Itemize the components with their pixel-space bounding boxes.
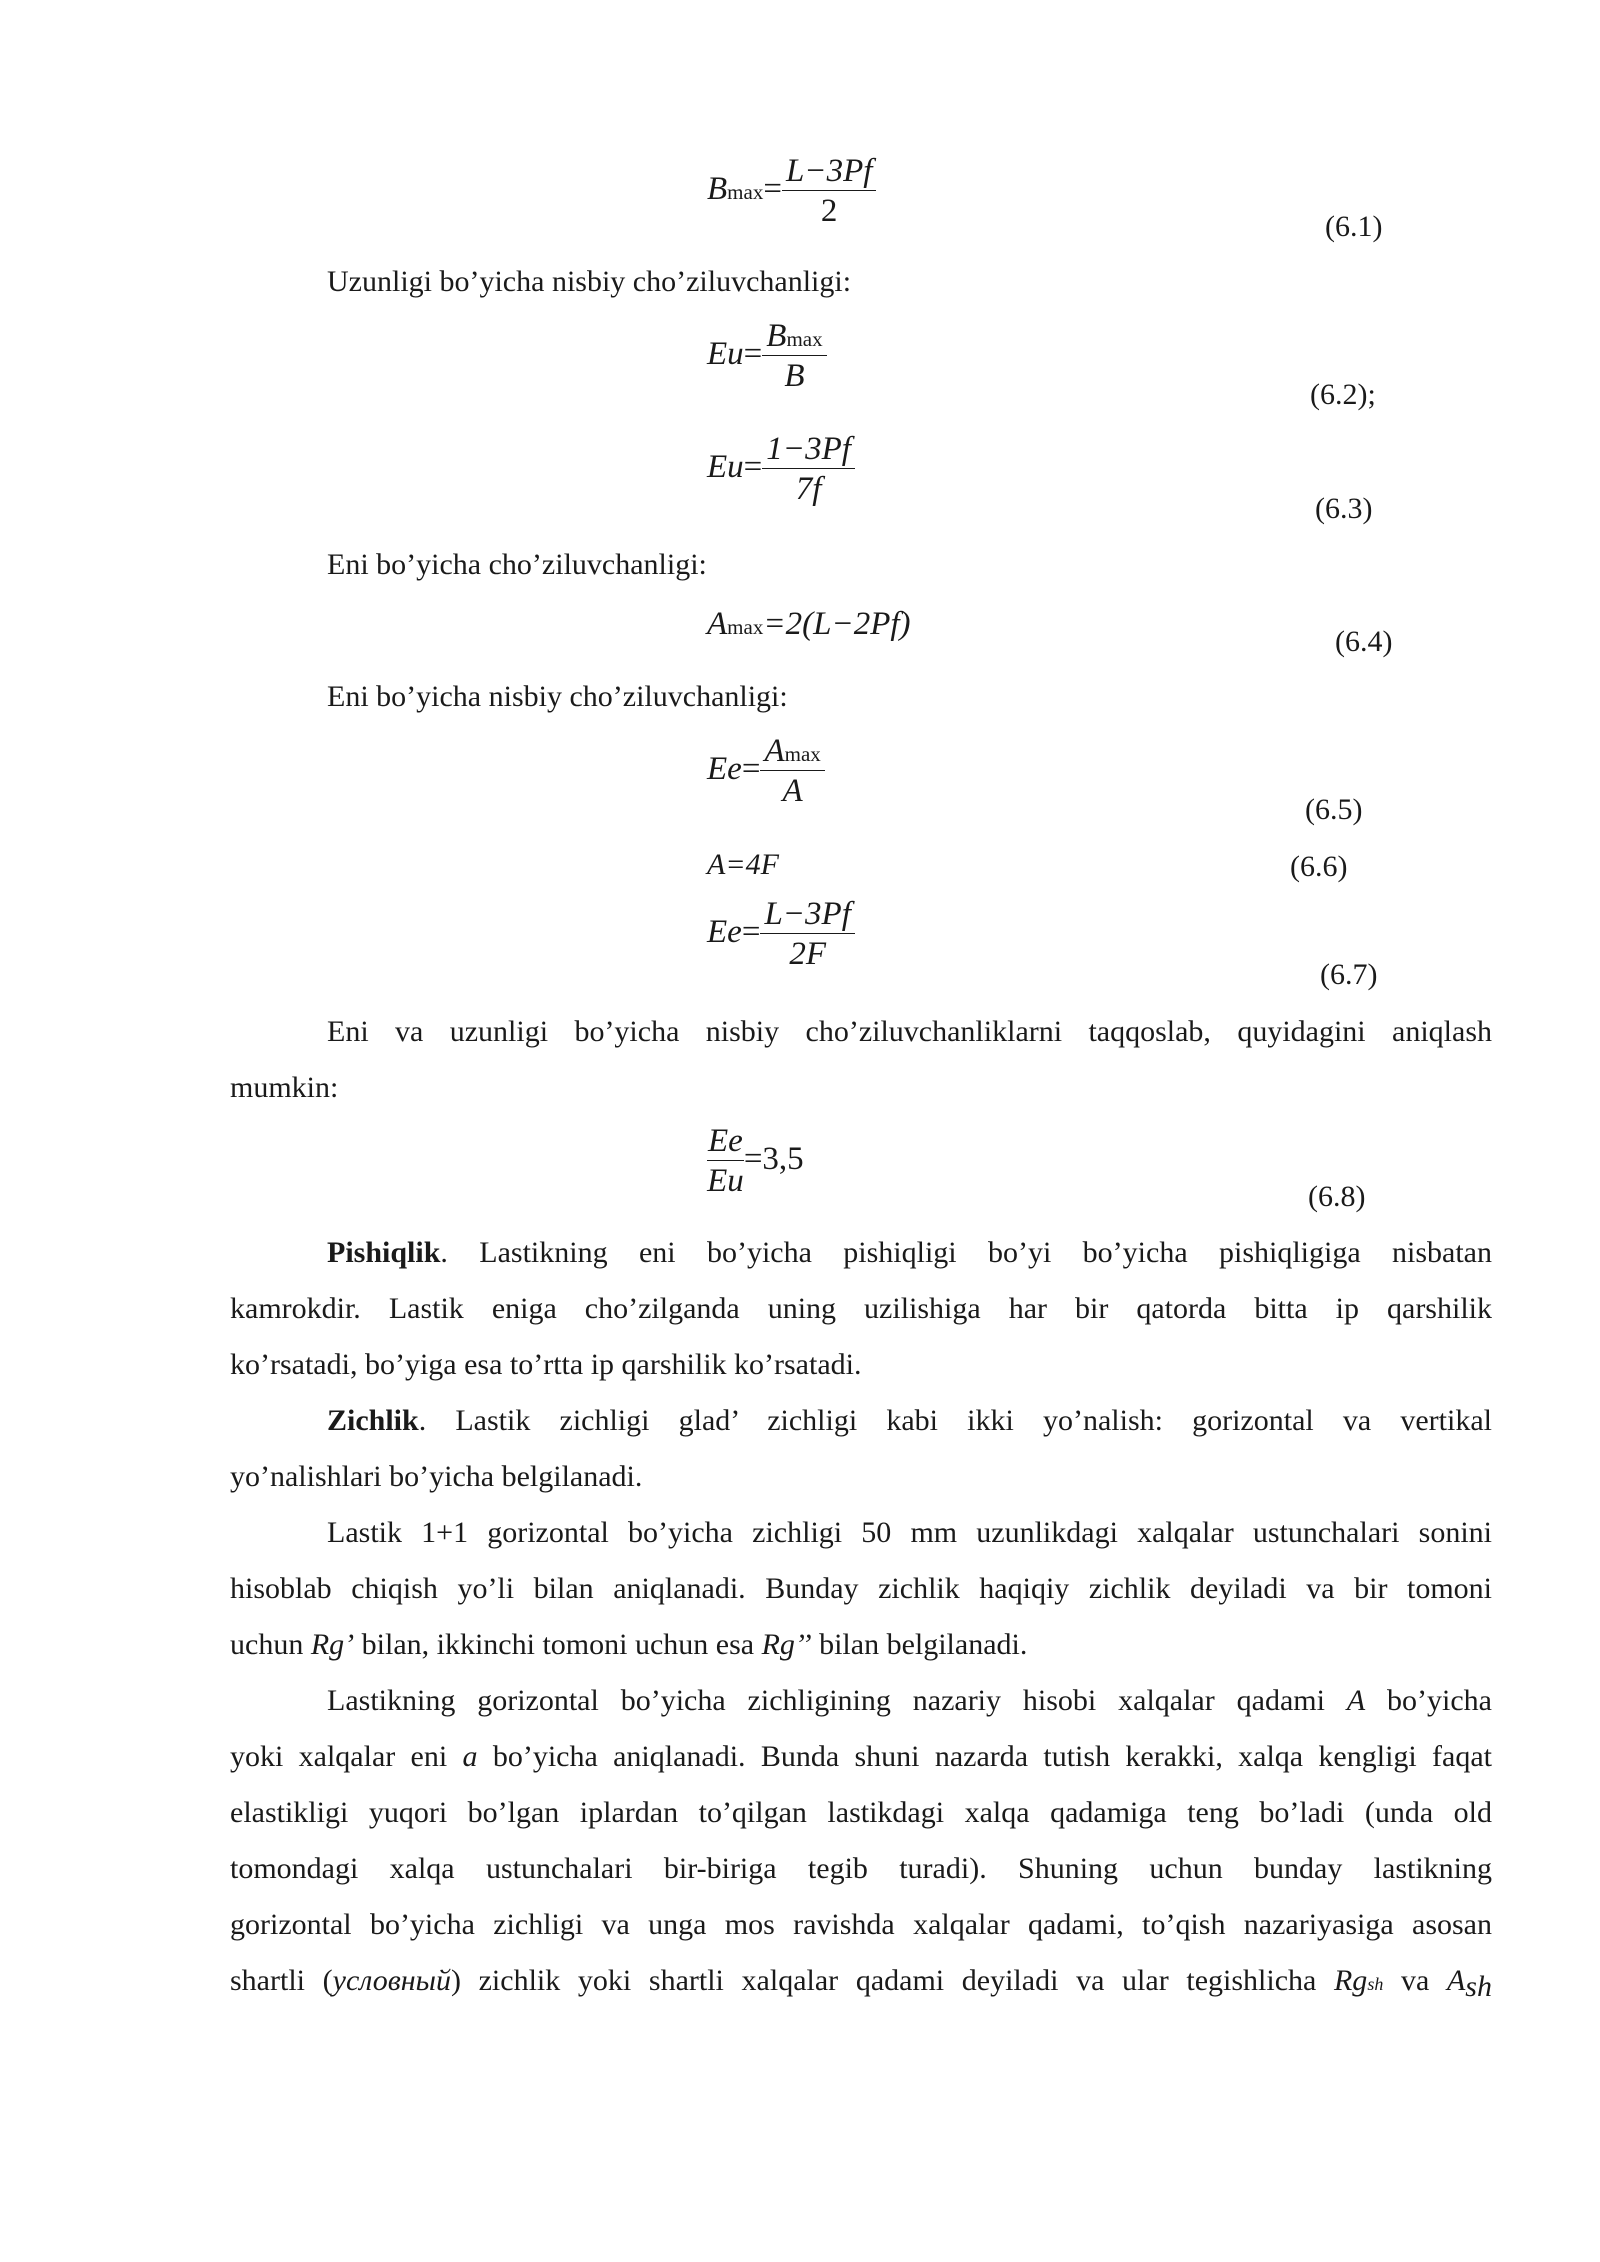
section-heading: Eni bo’yicha cho’ziluvchanligi: [327,548,707,581]
eq-num-var: A [764,733,785,769]
eq-numerator [760,735,824,771]
eq-num-sub: max [784,742,821,766]
eq-lhs: Ee [707,914,742,951]
paragraph-line: elastikligi yuqori bo’lgan iplardan to’qilgan lastikdagi xalqa qadamiga teng bo’ladi (unda old [230,1796,1492,1829]
eq-lhs-sub: max [727,180,764,205]
equation-number: (6.4) [1335,625,1393,658]
eq-numerator: Ee [708,1123,743,1159]
equation-6-8 [707,1125,804,1198]
line-text: shartli ( [230,1964,333,1997]
paragraph-line [230,1729,1492,1785]
section-heading: Uzunligi bo’yicha nisbiy cho’ziluvchanligi: [327,265,852,298]
eq-denominator: B [784,358,805,394]
eq-numerator: L−3Pf [760,898,854,934]
eq-lhs: Eu [707,336,744,373]
paragraph-line: tomondagi xalqa ustunchalari bir-biriga tegib turadi). Shuning uchun bunday lastikning [230,1852,1492,1885]
equation-number: (6.3) [1315,492,1373,525]
eq-numerator [762,320,826,356]
symbol-italic: Rg [1333,1964,1368,1997]
section-heading: Eni bo’yicha nisbiy cho’ziluvchanligi: [327,680,788,713]
line-text: . Lastikning eni bo’yicha pishiqligi bo’yi bo’yicha pishiqligiga nisbatan [440,1236,1492,1269]
eq-numerator: L−3Pf [782,155,876,191]
eq-fraction [762,320,826,393]
eq-denominator: 7f [795,471,822,507]
eq-lhs-var: A [707,606,728,642]
eq-num-var: B [766,318,787,354]
eq-denominator: 2 [820,193,838,229]
equation-number: (6.5) [1305,793,1363,826]
paragraph-line [230,1225,1492,1281]
eq-fraction [760,735,824,808]
line-text: Lastikning gorizontal bo’yicha zichligining nazariy hisobi xalqalar qadami [327,1684,1347,1717]
line-text: ) zichlik yoki shartli xalqalar qadami deyiladi va ular tegishlicha [450,1964,1334,1997]
paragraph-line [230,1953,1492,2009]
symbol-italic: A [1346,1684,1366,1717]
symbol-italic: A [1446,1964,1466,1997]
term-bold: Pishiqlik [327,1236,441,1269]
paragraph-theoretical-density [230,1673,1492,2009]
subscript: sh [1367,1974,1384,1994]
equation-6-3: Eu= $\frac{1-3Pf}{7f}$ [707,433,855,506]
eq-lhs-var: B [707,171,728,208]
symbol-italic: Rg’’ [761,1628,812,1661]
symbol-italic: Rg’ [310,1628,355,1661]
equation-number: (6.7) [1320,958,1378,991]
line-text: uchun [230,1628,311,1661]
eq-lhs: Ee [707,751,742,788]
paragraph-line [230,1673,1492,1729]
paragraph-zichlik [230,1393,1492,1505]
paragraph-line: ko’rsatadi, bo’yiga esa to’rtta ip qarshilik ko’rsatadi. [230,1348,862,1381]
line-text: . Lastik zichligi glad’ zichligi kabi ikki yo’nalish: gorizontal va vertikal [418,1404,1492,1437]
eq-text: A=4F [707,848,779,881]
paragraph-comparison [230,1004,1492,1116]
term-bold: Zichlik [327,1404,419,1437]
eq-fraction [762,433,855,506]
line-text: va [1383,1964,1447,1997]
equation-6-2: Eu= $\frac{Bmax}{B}$ [707,320,827,393]
paragraph-line: hisoblab chiqish yo’li bilan aniqlanadi. Bunday zichlik haqiqiy zichlik deyiladi va bir tomoni [230,1572,1492,1605]
eq-num-sub: max [786,327,823,351]
equation-number: (6.1) [1325,210,1383,243]
line-text: yoki xalqalar eni [230,1740,463,1773]
eq-fraction [707,1125,744,1198]
paragraph-line: gorizontal bo’yicha zichligi va unga mos ravishda xalqalar qadami, to’qish nazariyasiga asosan [230,1908,1492,1941]
equation-6-5: Ee= $\frac{Amax}{A}$ [707,735,825,808]
subscript: sh [1465,1970,1492,2003]
equation-6-7: Ee= $\frac{L-3Pf}{2F}$ [707,898,855,971]
eq-lhs-sub: max [727,615,764,639]
equation-number: (6.8) [1308,1180,1366,1213]
eq-numerator: 1−3Pf [762,433,855,469]
equation-number: (6.6) [1290,850,1348,883]
eq-fraction [760,898,854,971]
paragraph-line: yo’nalishlari bo’yicha belgilanadi. [230,1460,643,1493]
line-text: bo’yicha aniqlanadi. Bunda shuni nazarda tutish kerakki, xalqa kengligi faqat [477,1740,1493,1773]
equation-number: (6.2); [1310,378,1376,411]
symbol-italic: условный [332,1964,451,1997]
paragraph-line: Eni va uzunligi bo’yicha nisbiy cho’ziluvchanliklarni taqqoslab, quyidagini aniqlash [327,1015,1492,1048]
paragraph-line [230,1617,1492,1673]
eq-denominator: A [782,773,803,809]
equation-6-4 [707,608,911,641]
eq-rhs: =3,5 [743,1141,804,1178]
eq-lhs: Eu [707,449,744,486]
line-text: bilan belgilanadi. [811,1628,1028,1661]
equation-6-6 [707,850,779,880]
symbol-italic: a [462,1740,478,1773]
eq-fraction [782,155,876,228]
paragraph-horizontal-density [230,1505,1492,1673]
paragraph-line: Lastik 1+1 gorizontal bo’yicha zichligi 50 mm uzunlikdagi xalqalar ustunchalari sonini [327,1516,1492,1549]
equation-6-1: Bmax= $\frac{L-3Pf}{2}$ [707,155,876,228]
eq-denominator: Eu [707,1163,744,1199]
paragraph-line [230,1393,1492,1449]
paragraph-line: kamrokdir. Lastik eniga cho’zilganda uning uzilishiga har bir qatorda bitta ip qarshilik [230,1292,1492,1325]
line-text: bilan, ikkinchi tomoni uchun esa [354,1628,762,1661]
line-text: bo’yicha [1365,1684,1492,1717]
paragraph-line: mumkin: [230,1071,339,1104]
eq-rhs: =2(L−2Pf) [763,606,911,642]
eq-denominator: 2F [789,936,826,972]
paragraph-pishiqlik [230,1225,1492,1393]
